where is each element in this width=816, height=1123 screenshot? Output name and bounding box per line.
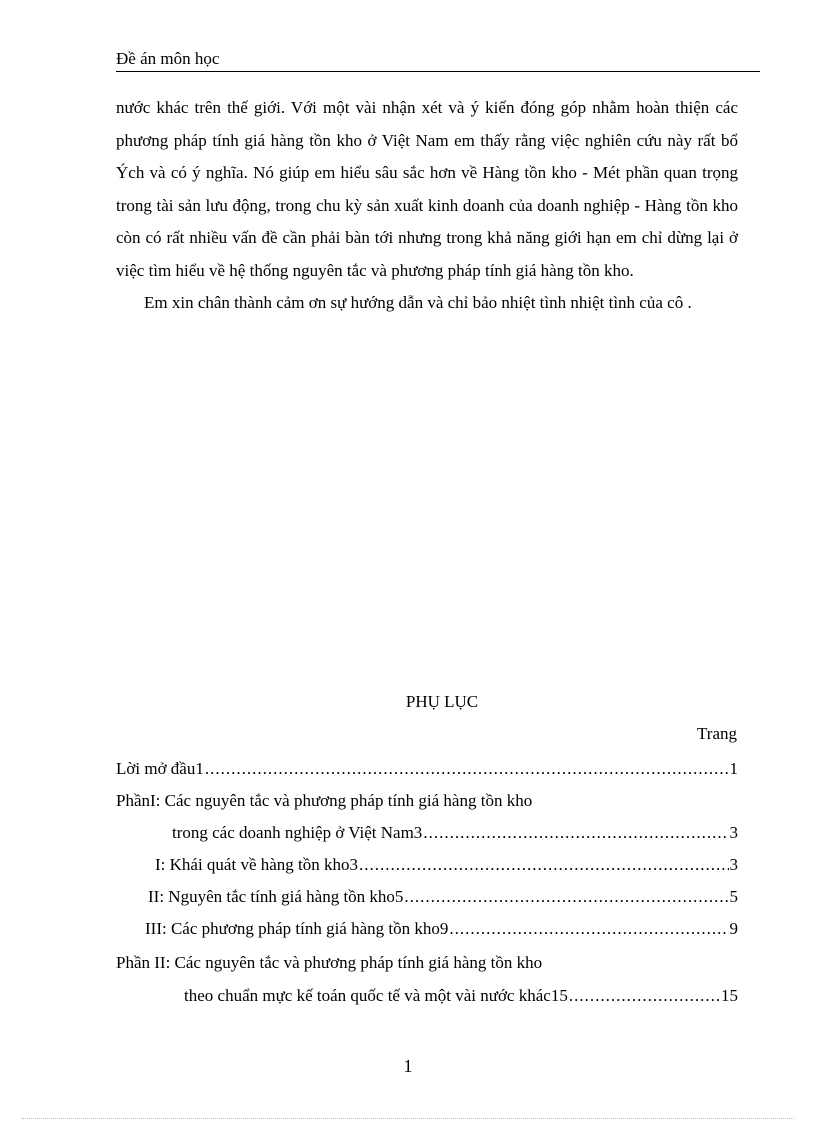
appendix-title: PHỤ LỤC (405, 692, 479, 711)
toc-entry-page: 9 (729, 919, 738, 938)
page-number: 1 (403, 1056, 413, 1076)
page-header-title: Đề án môn học (116, 49, 220, 68)
toc-entry (184, 983, 738, 1009)
toc-entry (155, 852, 738, 878)
toc-entry-label: I: Khái quát về hàng tồn kho3 (155, 855, 359, 874)
body-text (116, 92, 738, 320)
toc-entry-page: 1 (729, 759, 738, 778)
toc-entry-page: 15 (721, 986, 738, 1005)
toc-heading (116, 788, 738, 814)
body-paragraph-2: Em xin chân thành cảm ơn sự hướng dẫn và chỉ bảo nhiệt tình nhiệt tình của cô . (144, 293, 692, 312)
toc-leader-dots (404, 884, 728, 910)
toc-entry (148, 884, 738, 910)
toc-heading-label: Phần II: Các nguyên tắc và phương pháp tính giá hàng tồn kho (116, 953, 543, 972)
toc-heading (116, 950, 738, 976)
toc-entry-label: theo chuẩn mực kế toán quốc tế và một vài nước khác15 (184, 986, 568, 1005)
body-paragraph-1: nước khác trên thế giới. Với một vài nhận xét và ý kiến đóng góp nhằm hoàn thiện các phương pháp tính giá hàng tồn kho ở Việt Nam em thấy rằng việc nghiên cứu này rất bổ Ých và có ý nghĩa. Nó giúp em hiểu sâu sắc hơn về Hàng tồn kho - Mét phần quan trọng trong tài sản lưu động, trong chu kỳ sản xuất kinh doanh của doanh nghiệp - Hàng tồn kho còn có rất nhiều vấn đề cần phải bàn tới nhưng trong khả năng giới hạn em chỉ dừng lại ở việc tìm hiểu về hệ thống nguyên tắc và phương pháp tính giá hàng tồn kho. (116, 98, 738, 280)
toc-entry (172, 820, 738, 846)
header-rule (116, 71, 760, 72)
toc-entry-page: 3 (729, 823, 738, 842)
toc-entry-label: Lời mở đầu1 (116, 759, 204, 778)
toc-entry-label: trong các doanh nghiệp ở Việt Nam3 (172, 823, 423, 842)
toc-entry (116, 756, 738, 782)
toc-entry-label: III: Các phương pháp tính giá hàng tồn kho9 (145, 919, 449, 938)
page-column-label: Trang (697, 724, 737, 743)
page-bottom-border (22, 1118, 794, 1119)
toc-leader-dots (205, 756, 729, 782)
toc-leader-dots (569, 983, 720, 1009)
toc-heading-label: PhầnI: Các nguyên tắc và phương pháp tính giá hàng tồn kho (116, 791, 533, 810)
toc-leader-dots (359, 852, 728, 878)
toc-leader-dots (449, 916, 728, 942)
toc-leader-dots (423, 820, 728, 846)
toc-entry-label: II: Nguyên tắc tính giá hàng tồn kho5 (148, 887, 404, 906)
toc-entry-page: 3 (729, 855, 738, 874)
toc-entry-page: 5 (729, 887, 738, 906)
toc-entry (145, 916, 738, 942)
